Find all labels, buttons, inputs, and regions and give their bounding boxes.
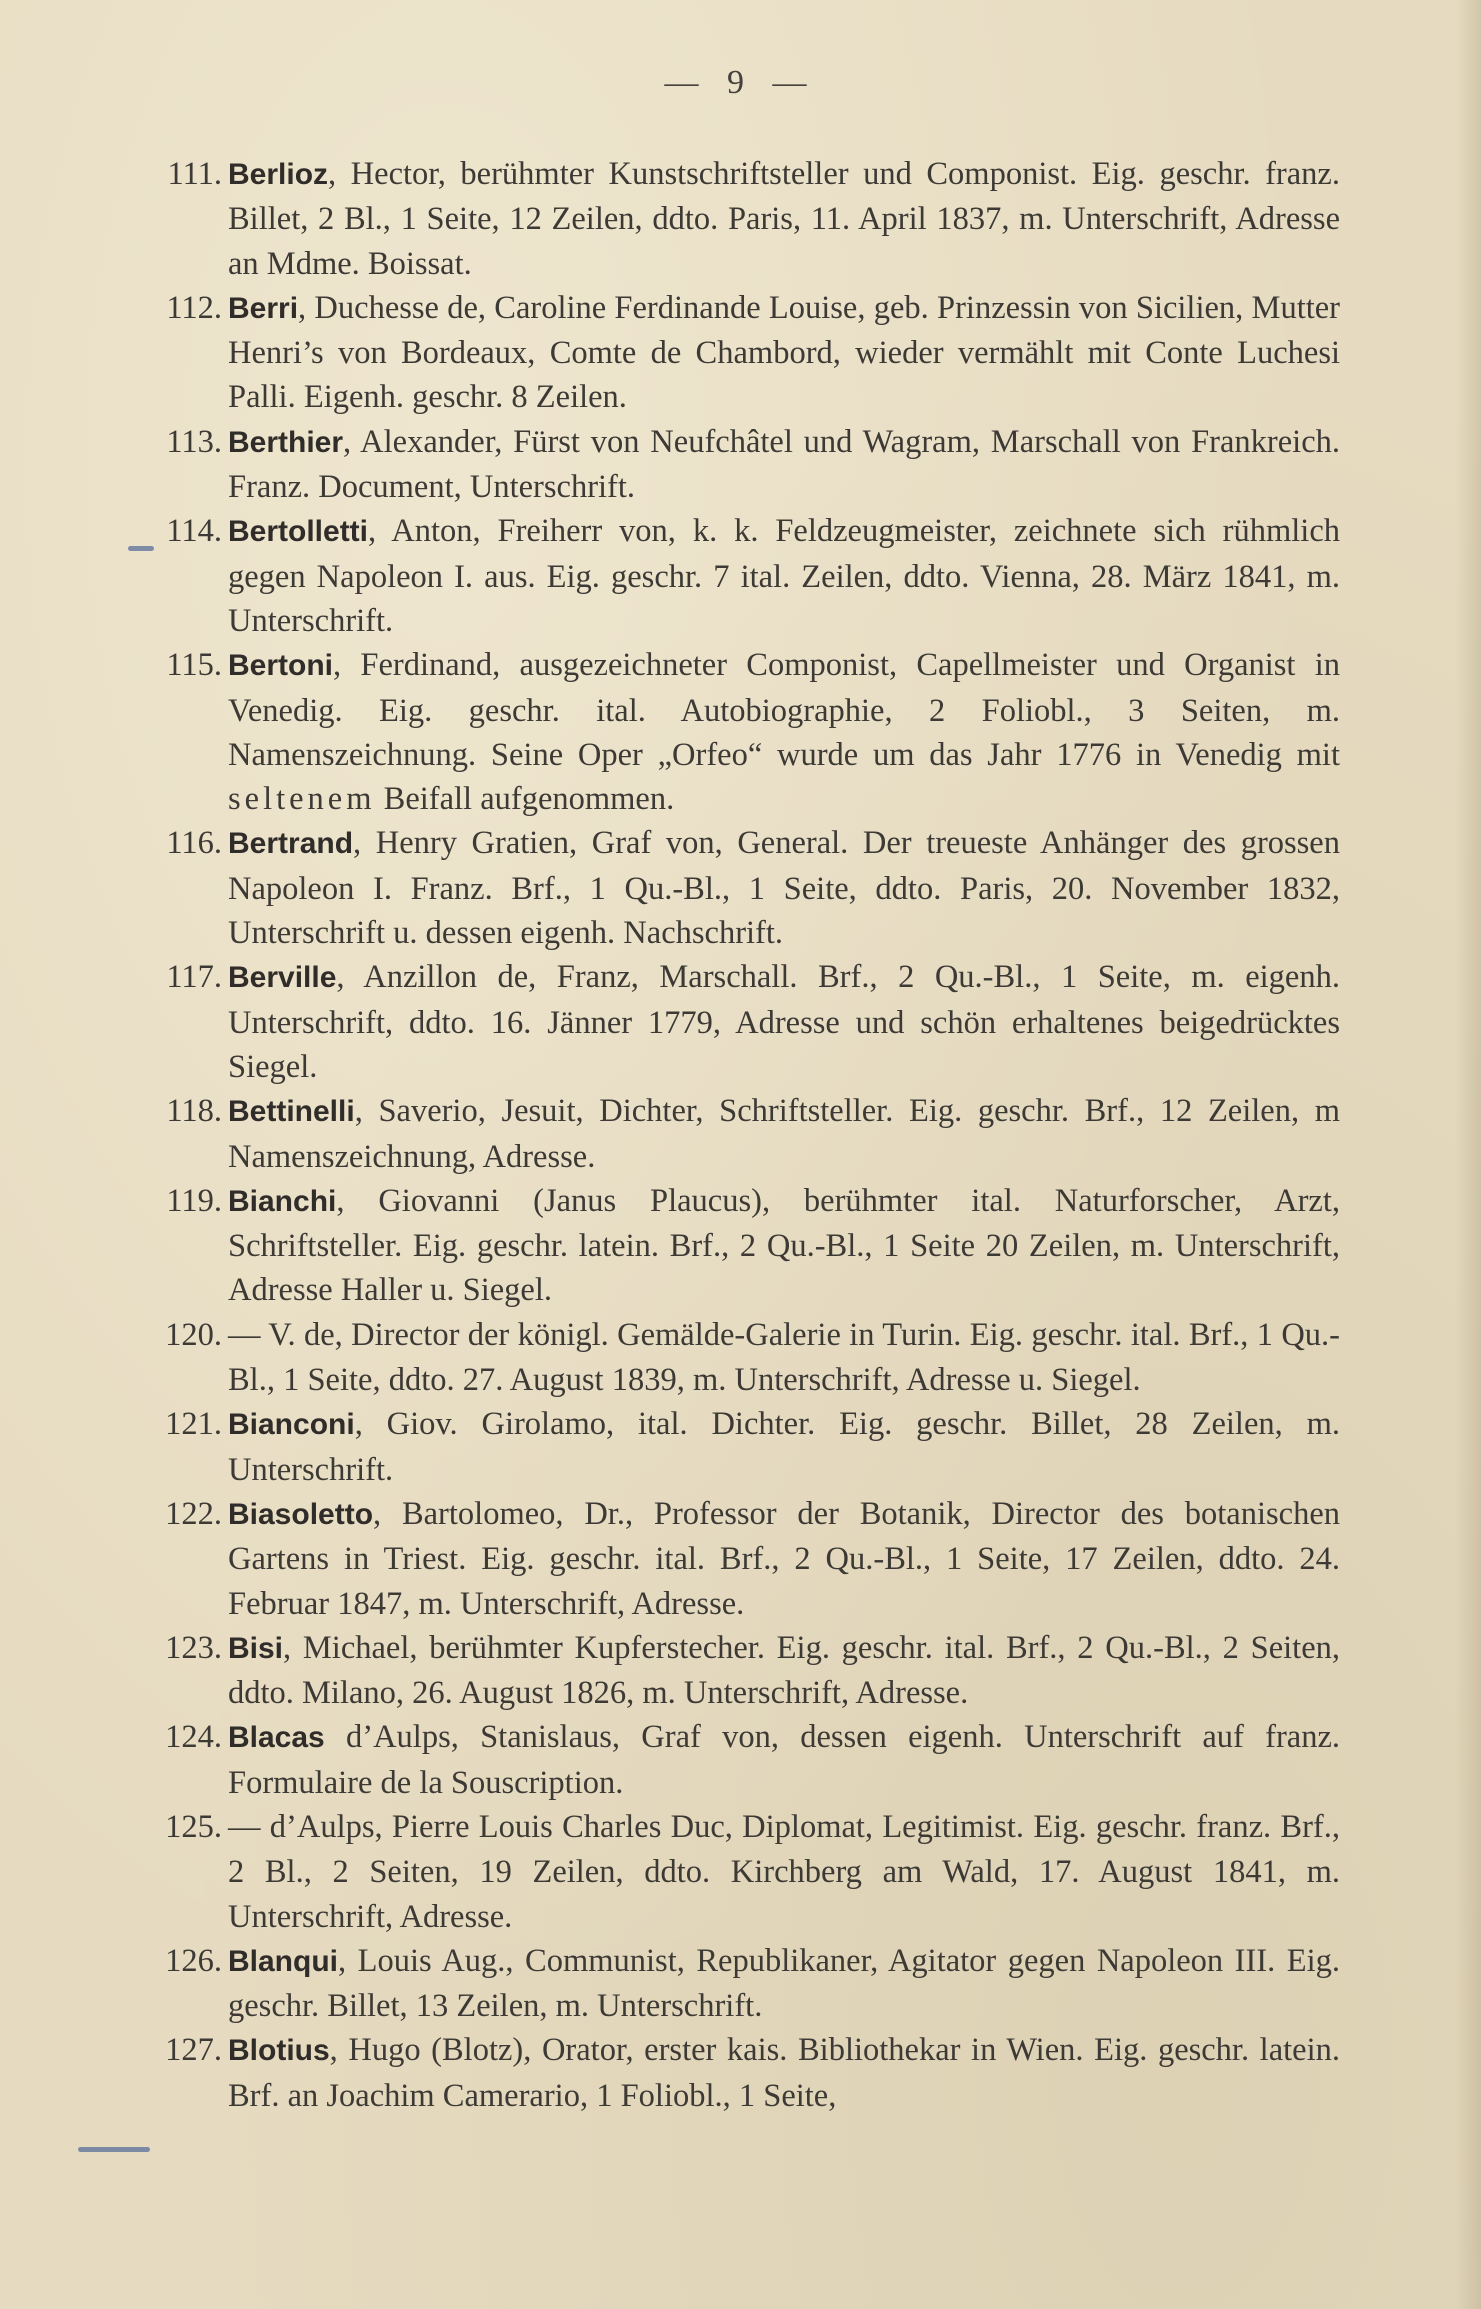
entry-name: Berri <box>228 291 299 325</box>
catalogue-entry <box>140 152 1340 286</box>
entry-text: , Ferdinand, ausgezeichneter Componist, Capellmeister und Organist in Venedig. Eig. geschr. ital. Autobiographie, 2 Foliobl., 3 Seiten, m. Namenszeichnung. Seine Oper „Orfeo“ wurde um das Jahr 1776 in Venedig mit <box>228 647 1340 773</box>
entry-text: , Louis Aug., Communist, Republikaner, Agitator gegen Napoleon III. Eig. geschr. Billet, 13 Zeilen, m. Unterschrift. <box>228 1942 1340 2025</box>
catalogue-entry <box>140 1715 1340 1805</box>
page-edge-shadow <box>1455 0 1481 2309</box>
entry-name: Bianconi <box>228 1408 355 1442</box>
entry-text: , Hugo (Blotz), Orator, erster kais. Bibliothekar in Wien. Eig. geschr. latein. Brf. an Joachim Camerario, 1 Foliobl., 1 Seite, <box>228 2032 1340 2114</box>
entry-text: , Hector, berühmter Kunstschriftsteller und Componist. Eig. geschr. franz. Billet, 2 Bl., 1 Seite, 12 Zeilen, ddto. Paris, 11. April 1837, m. Unterschrift, Adresse an Mdme. Boissat. <box>228 156 1340 282</box>
entry-number: 116. <box>166 825 222 862</box>
entry-text: , Giov. Girolamo, ital. Dichter. Eig. geschr. Billet, 28 Zeilen, m. Unterschrift. <box>228 1406 1340 1488</box>
catalogue-entry <box>140 509 1340 643</box>
catalogue-entry <box>140 955 1340 1089</box>
entry-name: Bertoni <box>228 649 333 683</box>
entry-text: — d’Aulps, Pierre Louis Charles Duc, Diplomat, Legitimist. Eig. geschr. franz. Brf., 2 Bl., 2 Seiten, 19 Zeilen, ddto. Kirchberg am Wald, 17. August 1841, m. Unterschrift, Adresse. <box>228 1808 1340 1935</box>
entry-text: , Michael, berühmter Kupferstecher. Eig. geschr. ital. Brf., 2 Qu.-Bl., 2 Seiten, ddto. Milano, 26. August 1826, m. Unterschrift, Adresse. <box>228 1629 1340 1712</box>
catalogue-entry <box>140 643 1340 821</box>
catalogue-entry <box>140 2028 1340 2118</box>
catalogue-entry <box>140 1492 1340 1626</box>
catalogue-entry <box>140 1313 1340 1403</box>
catalogue-entry <box>140 1179 1340 1313</box>
entry-number: 119. <box>166 1182 222 1219</box>
entry-name: Berlioz <box>228 158 329 191</box>
catalogue-entry <box>140 1089 1340 1179</box>
catalogue-entry <box>140 1805 1340 1939</box>
page-number: — 9 — <box>664 64 817 101</box>
entry-text: d’Aulps, Stanislaus, Graf von, dessen eigenh. Unterschrift auf franz. Formulaire de la Souscription. <box>228 1719 1340 1801</box>
entry-name: Biasoletto <box>228 1497 374 1531</box>
catalogue-entry <box>140 1626 1340 1716</box>
catalogue-entry <box>140 420 1340 510</box>
entry-text: , Henry Gratien, Graf von, General. Der treueste Anhänger des grossen Napoleon I. Franz. Brf., 1 Qu.-Bl., 1 Seite, ddto. Paris, 20. November 1832, Unterschrift u. dessen eigenh. Nachschrift. <box>228 825 1340 952</box>
entry-number: 117. <box>166 959 222 996</box>
entry-name: Berville <box>228 961 337 995</box>
entry-name: Bianchi <box>228 1184 337 1218</box>
entry-text: , Saverio, Jesuit, Dichter, Schriftsteller. Eig. geschr. Brf., 12 Zeilen, m Namenszeichnung, Adresse. <box>228 1093 1340 1175</box>
catalogue-entry <box>140 286 1340 420</box>
entry-name: Blotius <box>228 2034 330 2068</box>
catalogue-entry <box>140 821 1340 955</box>
entry-number: 121. <box>165 1406 222 1443</box>
entry-name: Bertrand <box>228 827 354 861</box>
pencil-mark-127 <box>78 2147 150 2152</box>
entry-number: 112. <box>166 289 222 326</box>
catalogue-entry <box>140 1939 1340 2029</box>
entry-name: Bettinelli <box>228 1095 355 1129</box>
entry-number: 115. <box>166 647 222 684</box>
entry-number: 124. <box>165 1719 222 1756</box>
catalogue-entries <box>140 152 1340 2118</box>
entry-text: , Duchesse de, Caroline Ferdinande Louise, geb. Prinzessin von Sicilien, Mutter Henri’s von Bordeaux, Comte de Chambord, wieder vermählt mit Conte Luchesi Palli. Eigenh. geschr. 8 Zeilen. <box>228 289 1340 416</box>
entry-emphasis: seltenem <box>228 781 376 818</box>
entry-number: 111. <box>167 156 222 192</box>
entry-name: Blanqui <box>228 1944 338 1978</box>
entry-number: 123. <box>165 1629 222 1666</box>
entry-number: 127. <box>165 2032 222 2069</box>
entry-number: 125. <box>165 1808 222 1845</box>
entry-text: , Anton, Freiherr von, k. k. Feldzeugmeister, zeichnete sich rühmlich gegen Napoleon I. aus. Eig. geschr. 7 ital. Zeilen, ddto. Vienna, 28. März 1841, m. Unterschrift. <box>228 513 1340 639</box>
entry-number: 118. <box>166 1093 222 1130</box>
entry-name: Bertolletti <box>228 515 369 549</box>
entry-text-after: Beifall aufgenommen. <box>375 781 675 818</box>
catalogue-entry <box>140 1402 1340 1492</box>
entry-text: , Alexander, Fürst von Neufchâtel und Wagram, Marschall von Frankreich. Franz. Document, Unterschrift. <box>228 423 1340 506</box>
entry-number: 114. <box>166 513 222 550</box>
entry-text: , Bartolomeo, Dr., Professor der Botanik, Director des botanischen Gartens in Triest. Eig. geschr. ital. Brf., 2 Qu.-Bl., 1 Seite, 17 Zeilen, ddto. 24. Februar 1847, m. Unterschrift, Adresse. <box>228 1495 1340 1622</box>
entry-text: , Anzillon de, Franz, Marschall. Brf., 2 Qu.-Bl., 1 Seite, m. eigenh. Unterschrift, ddto. 16. Jänner 1779, Adresse und schön erhaltenes beigedrücktes Siegel. <box>228 959 1340 1085</box>
entry-number: 126. <box>165 1942 222 1979</box>
entry-number: 113. <box>166 423 222 460</box>
entry-number: 120. <box>165 1316 222 1353</box>
entry-name: Berthier <box>228 425 344 459</box>
entry-text: — V. de, Director der königl. Gemälde-Galerie in Turin. Eig. geschr. ital. Brf., 1 Qu.-Bl., 1 Seite, ddto. 27. August 1839, m. Unterschrift, Adresse u. Siegel. <box>228 1316 1340 1399</box>
entry-name: Bisi <box>228 1631 284 1665</box>
entry-number: 122. <box>165 1495 222 1532</box>
entry-text: , Giovanni (Janus Plaucus), berühmter ital. Naturforscher, Arzt, Schriftsteller. Eig. geschr. latein. Brf., 2 Qu.-Bl., 1 Seite 20 Zeilen, m. Unterschrift, Adresse Haller u. Siegel. <box>228 1182 1340 1309</box>
entry-name: Blacas <box>228 1721 325 1755</box>
